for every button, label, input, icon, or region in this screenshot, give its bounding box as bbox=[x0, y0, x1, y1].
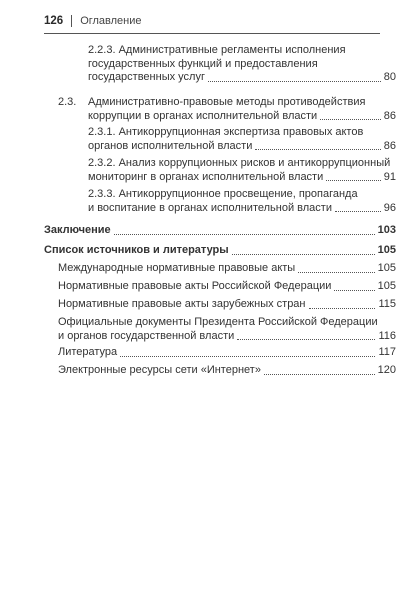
toc-entry-text: Нормативные правовые акты зарубежных стран bbox=[58, 298, 306, 310]
toc-entry-text: Нормативные правовые акты Российской Федерации bbox=[58, 280, 332, 292]
toc-entry-line: Административно-правовые методы противодействия bbox=[88, 96, 366, 108]
dot-leader bbox=[237, 339, 375, 340]
toc-entry-sources[interactable] bbox=[44, 244, 396, 258]
dot-leader bbox=[334, 290, 374, 291]
dot-leader bbox=[208, 81, 381, 82]
dot-leader bbox=[326, 180, 381, 181]
toc-page-number: 116 bbox=[378, 329, 396, 342]
toc-entry-russian-acts[interactable] bbox=[58, 280, 396, 294]
toc-entry-lastline bbox=[58, 298, 396, 312]
toc-entry-text: Международные нормативные правовые акты bbox=[58, 262, 296, 274]
toc-entry-text: мониторинг в органах исполнительной власти bbox=[88, 170, 324, 183]
toc-entry-line: Официальные документы Президента Российской Федерации bbox=[58, 316, 378, 328]
header-separator bbox=[71, 15, 72, 27]
toc-page-number: 117 bbox=[378, 346, 396, 358]
toc-entry-line: 2.3.3. Антикоррупционное просвещение, пропаганда bbox=[88, 188, 358, 200]
toc-entry-internet-resources[interactable] bbox=[58, 364, 396, 378]
toc-entry-2-3-3[interactable] bbox=[88, 188, 396, 215]
dot-leader bbox=[320, 119, 381, 120]
dot-leader bbox=[232, 254, 375, 255]
toc-page-number: 105 bbox=[377, 280, 396, 292]
toc-page-number: 103 bbox=[377, 224, 396, 236]
page-number: 126 bbox=[44, 15, 64, 27]
section-number: 2.3. bbox=[58, 96, 77, 108]
chapter-title: Оглавление bbox=[80, 15, 142, 27]
toc-entry-lastline bbox=[58, 364, 396, 378]
toc-entry-lastline bbox=[88, 171, 396, 185]
toc-page-number: 115 bbox=[378, 298, 396, 310]
toc-entry-text: органов исполнительной власти bbox=[88, 139, 253, 152]
dot-leader bbox=[120, 356, 375, 357]
toc-entry-text: Заключение bbox=[44, 224, 111, 236]
toc-entry-lastline bbox=[58, 280, 396, 294]
toc-page-number: 86 bbox=[383, 139, 396, 152]
toc-entry-lastline bbox=[58, 262, 396, 276]
toc-entry-lastline bbox=[88, 71, 396, 85]
toc-page-number: 120 bbox=[377, 364, 396, 376]
toc-entry-line: государственных функций и предоставления bbox=[88, 57, 318, 70]
toc-page-number: 91 bbox=[383, 170, 396, 183]
toc-entry-lastline bbox=[88, 140, 396, 154]
dot-leader bbox=[114, 234, 375, 235]
toc-entry-official-documents[interactable] bbox=[58, 316, 396, 343]
toc-entry-2-2-3[interactable] bbox=[88, 44, 396, 85]
dot-leader bbox=[335, 211, 381, 212]
dot-leader bbox=[309, 308, 376, 309]
toc-entry-conclusion[interactable] bbox=[44, 224, 396, 238]
toc-entry-lastline bbox=[58, 346, 396, 360]
toc-entry-2-3[interactable] bbox=[88, 96, 396, 123]
toc-entry-2-3-1[interactable] bbox=[88, 126, 396, 153]
toc-entry-text: и воспитание в органах исполнительной власти bbox=[88, 201, 332, 214]
toc-entry-lastline bbox=[88, 110, 396, 124]
toc-entry-2-3-2[interactable] bbox=[88, 157, 396, 184]
toc-entry-lastline bbox=[88, 202, 396, 216]
toc-entry-lastline bbox=[44, 244, 396, 258]
toc-page-number: 96 bbox=[383, 201, 396, 214]
toc-page-number: 86 bbox=[383, 109, 396, 122]
dot-leader bbox=[264, 374, 375, 375]
toc-entry-lastline bbox=[58, 330, 396, 344]
toc-entry-text: государственных услуг bbox=[88, 71, 205, 83]
toc-entry-text: Электронные ресурсы сети «Интернет» bbox=[58, 364, 261, 376]
dot-leader bbox=[255, 149, 380, 150]
toc-entry-text: Список источников и литературы bbox=[44, 244, 229, 256]
toc-entry-line: 2.2.3. Административные регламенты исполнения bbox=[88, 44, 346, 56]
toc-entry-text: коррупции в органах исполнительной власти bbox=[88, 109, 318, 122]
toc-page-number: 105 bbox=[377, 244, 396, 256]
toc-entry-lastline bbox=[44, 224, 396, 238]
toc-entry-text: Литература bbox=[58, 346, 118, 358]
toc-entry-international-acts[interactable] bbox=[58, 262, 396, 276]
toc-entry-literature[interactable] bbox=[58, 346, 396, 360]
toc-entry-foreign-acts[interactable] bbox=[58, 298, 396, 312]
dot-leader bbox=[298, 272, 374, 273]
running-header bbox=[44, 14, 378, 28]
header-rule bbox=[44, 33, 380, 34]
toc-page-number: 105 bbox=[377, 262, 396, 274]
toc-entry-text: и органов государственной власти bbox=[58, 329, 235, 342]
toc-entry-line: 2.3.1. Антикоррупционная экспертиза правовых актов bbox=[88, 126, 364, 138]
toc-entry-line: 2.3.2. Анализ коррупционных рисков и антикоррупционный bbox=[88, 157, 391, 169]
toc-page-number: 80 bbox=[383, 71, 396, 83]
